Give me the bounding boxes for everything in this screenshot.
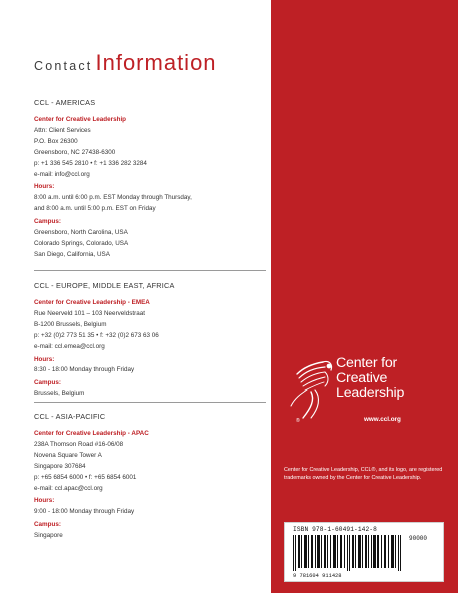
section-heading: CCL - AMERICAS	[34, 98, 96, 107]
hours-label: Hours:	[34, 355, 55, 363]
address-line: Novena Square Tower A	[34, 451, 102, 459]
hours-line: 8:30 - 18:00 Monday through Friday	[34, 366, 135, 374]
website-url[interactable]: www.ccl.org	[364, 416, 401, 423]
org-name: Center for Creative Leadership	[34, 116, 127, 123]
section-heading: CCL - ASIA-PACIFIC	[34, 412, 106, 421]
logo-line: Leadership	[336, 385, 405, 402]
section-americas	[34, 98, 266, 261]
hours-label: Hours:	[34, 497, 55, 505]
org-name: Center for Creative Leadership - APAC	[34, 430, 149, 437]
campus-line: Colorado Springs, Colorado, USA	[34, 239, 129, 247]
address-line: Singapore 307684	[34, 462, 86, 470]
campus-line: Greensboro, North Carolina, USA	[34, 229, 128, 237]
price-code: 90000	[409, 535, 428, 542]
page-title	[34, 50, 217, 76]
address-line: Rue Neerveld 101 – 103 Neerveldstraat	[34, 309, 145, 317]
section-apac	[34, 412, 266, 542]
section-heading: CCL - EUROPE, MIDDLE EAST, AFRICA	[34, 281, 175, 290]
title-information: Information	[95, 50, 217, 75]
campus-line: Brussels, Belgium	[34, 390, 85, 398]
campus-line: San Diego, California, USA	[34, 250, 110, 258]
hours-line: 9:00 - 18:00 Monday through Friday	[34, 508, 135, 516]
address-line: P.O. Box 26300	[34, 137, 78, 145]
hours-line: 8:00 a.m. until 6:00 p.m. EST Monday through Thursday,	[34, 194, 192, 202]
hours-label: Hours:	[34, 183, 55, 191]
logo-wordmark	[336, 356, 404, 402]
logo-line: Creative	[336, 370, 388, 387]
hours-line: and 8:00 a.m. until 5:00 p.m. EST on Friday	[34, 205, 156, 213]
phone-line: p: +32 (0)2 773 51 35 • f: +32 (0)2 673 63 06	[34, 331, 159, 339]
registered-mark: ®	[296, 418, 300, 424]
campus-line: Singapore	[34, 532, 63, 540]
logo-line: Center for	[336, 355, 398, 371]
address-line: Greensboro, NC 27438-6300	[34, 148, 116, 156]
address-line: 238A Thomson Road #16-06/08	[34, 440, 124, 448]
section-emea	[34, 281, 266, 400]
brand-panel	[271, 0, 458, 593]
isbn-text: ISBN 978-1-60491-142-8	[293, 526, 377, 533]
address-line: B-1200 Brussels, Belgium	[34, 320, 107, 328]
phone-line: p: +65 6854 6000 • f: +65 6854 6001	[34, 473, 137, 481]
email-line: e-mail: ccl.apac@ccl.org	[34, 484, 103, 492]
campus-label: Campus:	[34, 379, 61, 387]
isbn-barcode	[284, 522, 444, 582]
email-line: e-mail: ccl.emea@ccl.org	[34, 342, 105, 350]
ean-digits: 9 781604 911428	[293, 573, 342, 579]
trademark-notice: Center for Creative Leadership, CCL®, and its logo, are registered trademarks owned by the Center for Creative Leadership.	[284, 467, 443, 482]
divider	[34, 270, 266, 271]
phone-line: p: +1 336 545 2810 • f: +1 336 282 3284	[34, 159, 147, 167]
barcode-icon	[293, 535, 405, 571]
email-line: e-mail: info@ccl.org	[34, 170, 90, 178]
campus-label: Campus:	[34, 521, 61, 529]
org-name: Center for Creative Leadership - EMEA	[34, 299, 150, 306]
title-contact: Contact	[34, 59, 93, 73]
divider	[34, 402, 266, 403]
address-line: Attn: Client Services	[34, 126, 91, 134]
campus-label: Campus:	[34, 218, 61, 226]
